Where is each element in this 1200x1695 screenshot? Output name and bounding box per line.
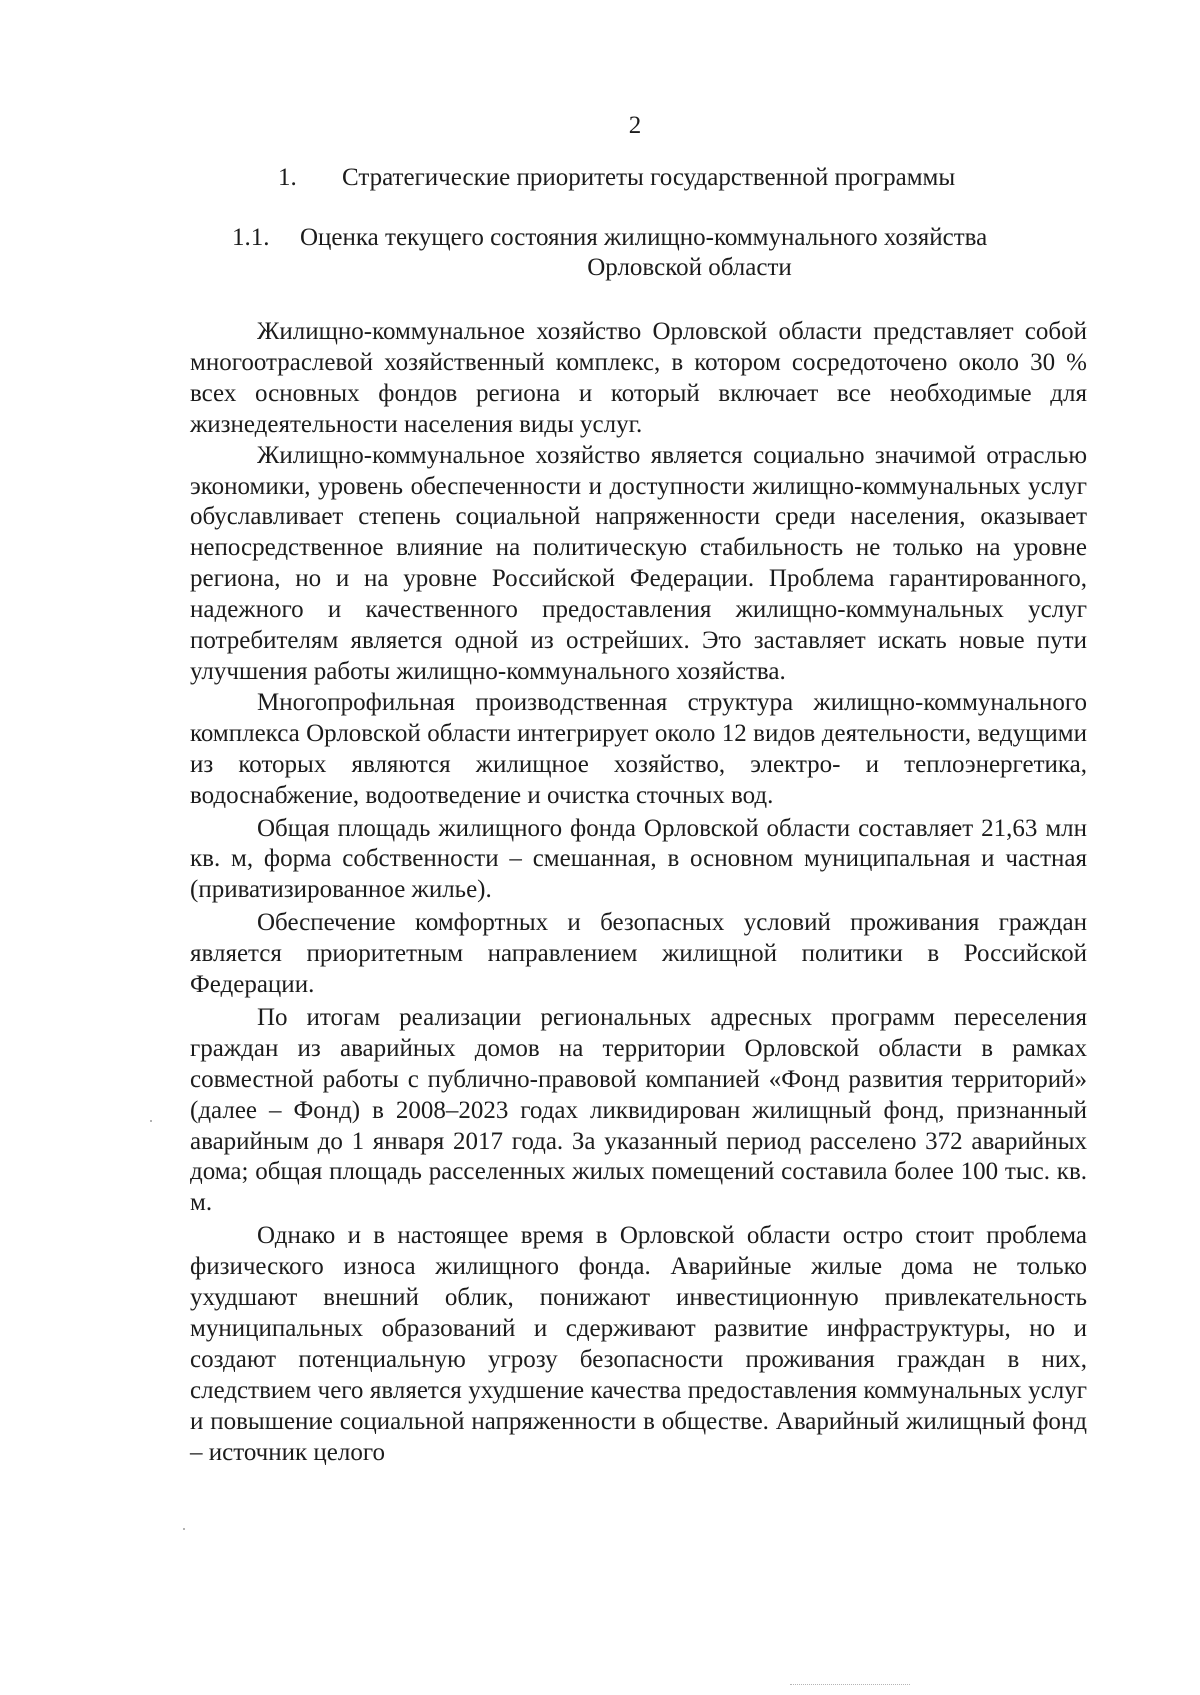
subsection-number: 1.1. xyxy=(232,224,270,251)
paragraph-1: Жилищно-коммунальное хозяйство Орловской области представляет собой многоотраслевой хозяйственный комплекс, в котором сосредоточено около 30 % всех основных фондов региона и который включает все необходимые для жизнедеятельности населения виды услуг. xyxy=(190,318,1087,438)
section-title: Стратегические приоритеты государственной программы xyxy=(342,164,956,191)
paragraph-5: Обеспечение комфортных и безопасных условий проживания граждан является приоритетным направлением жилищной политики в Российской Федерации. xyxy=(190,909,1087,999)
scan-artifact xyxy=(790,1684,910,1686)
section-number: 1. xyxy=(278,164,297,191)
subsection-title-line2: Орловской области xyxy=(587,254,792,281)
paragraph-2: Жилищно-коммунальное хозяйство является социально значимой отраслью экономики, уровень обеспеченности и доступности жилищно-коммунальных услуг обуславливает степень социальной напряженности среди населения, оказывает непосредственное влияние на политическую стабильность не только на уровне региона, но и на уровне Российской Федерации. Проблема гарантированного, надежного и качественного предоставления жилищно-коммунальных услуг потребителям является одной из острейших. Это заставляет искать новые пути улучшения работы жилищно-коммунального хозяйства. xyxy=(190,441,1087,685)
paragraph-6: По итогам реализации региональных адресных программ переселения граждан из аварийных домов на территории Орловской области в рамках совместной работы с публично-правовой компанией «Фонд развития территорий» (далее – Фонд) в 2008–2023 годах ликвидирован жилищный фонд, признанный аварийным до 1 января 2017 года. За указанный период расселено 372 аварийных дома; общая площадь расселенных жилых помещений составила более 100 тыс. кв. м. xyxy=(190,1003,1087,1217)
paragraph-7: Однако и в настоящее время в Орловской области остро стоит проблема физического износа жилищного фонда. Аварийные жилые дома не только ухудшают внешний облик, понижают инвестиционную привлекательность муниципальных образований и сдерживают развитие инфраструктуры, но и создают потенциальную угрозу безопасности проживания граждан в них, следствием чего является ухудшение качества предоставления коммунальных услуг и повышение социальной напряженности в обществе. Аварийный жилищный фонд – источник целого xyxy=(190,1222,1087,1466)
body-text xyxy=(190,317,1087,1469)
paragraph-3: Многопрофильная производственная структура жилищно-коммунального комплекса Орловской области интегрирует около 12 видов деятельности, ведущими из которых являются жилищное хозяйство, электро- и теплоэнергетика, водоснабжение, водоотведение и очистка сточных вод. xyxy=(190,688,1087,809)
page-number: 2 xyxy=(628,112,642,139)
subsection-heading xyxy=(232,223,1092,283)
subsection-title-line1: Оценка текущего состояния жилищно-коммунального хозяйства xyxy=(300,224,988,251)
paragraph-4: Общая площадь жилищного фонда Орловской области составляет 21,63 млн кв. м, форма собственности – смешанная, в основном муниципальная и частная (приватизированное жилье). xyxy=(190,814,1087,904)
scan-speck xyxy=(183,1528,185,1530)
section-heading xyxy=(278,163,1098,193)
scan-speck xyxy=(150,1120,152,1122)
